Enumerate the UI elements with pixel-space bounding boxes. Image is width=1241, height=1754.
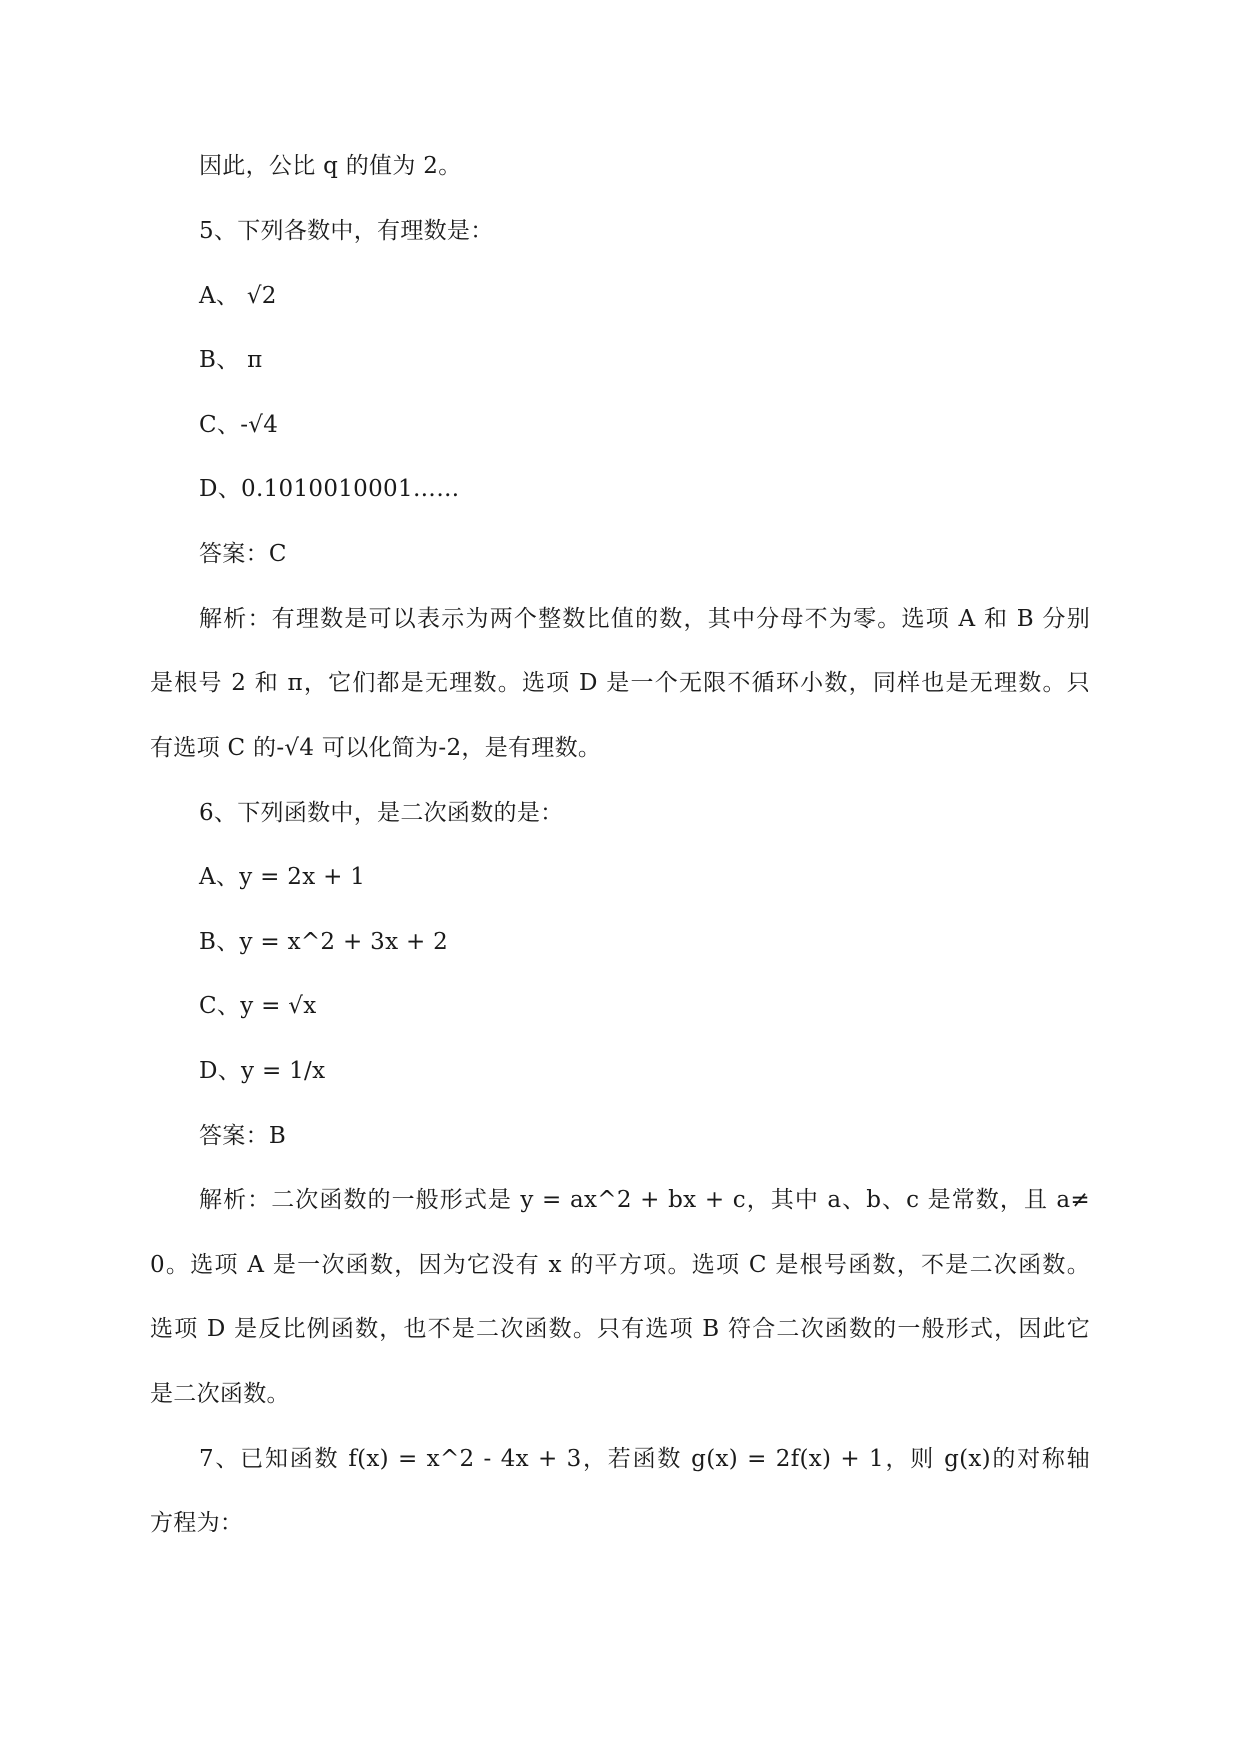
question-7-stem: 方程为： <box>150 1510 244 1536</box>
explanation-line: 选项 D 是反比例函数，也不是二次函数。只有选项 B 符合二次函数的一般形式，因此它 <box>150 1316 1090 1342</box>
question-6-stem: 6、下列函数中，是二次函数的是： <box>199 800 564 826</box>
option-c: C、-√4 <box>199 412 279 438</box>
option-d: D、y = 1/x <box>199 1058 326 1084</box>
answer: 答案：B <box>199 1123 287 1149</box>
option-b: B、y = x^2 + 3x + 2 <box>199 929 449 955</box>
text-line: 因此，公比 q 的值为 2。 <box>199 153 462 179</box>
explanation-line: 是二次函数。 <box>150 1381 290 1407</box>
option-a: A、y = 2x + 1 <box>199 864 366 890</box>
explanation-line: 解析：二次函数的一般形式是 y = ax^2 + bx + c，其中 a、b、c 是常数，且 a≠ <box>199 1187 1090 1213</box>
question-7-stem: 7、已知函数 f(x) = x^2 - 4x + 3，若函数 g(x) = 2f(x) + 1，则 g(x)的对称轴 <box>199 1446 1090 1472</box>
answer: 答案：C <box>199 541 287 567</box>
explanation-line: 是根号 2 和 π，它们都是无理数。选项 D 是一个无限不循环小数，同样也是无理数。只 <box>150 670 1090 696</box>
option-d: D、0.1010010001…… <box>199 476 460 502</box>
option-c: C、y = √x <box>199 993 317 1019</box>
question-5-stem: 5、下列各数中，有理数是： <box>199 218 494 244</box>
explanation-line: 0。选项 A 是一次函数，因为它没有 x 的平方项。选项 C 是根号函数，不是二次函数。 <box>150 1252 1090 1278</box>
explanation-line: 有选项 C 的-√4 可以化简为-2，是有理数。 <box>150 735 602 761</box>
explanation-line: 解析：有理数是可以表示为两个整数比值的数，其中分母不为零。选项 A 和 B 分别 <box>199 606 1090 632</box>
option-a: A、 √2 <box>199 283 277 309</box>
option-b: B、 π <box>199 347 263 373</box>
